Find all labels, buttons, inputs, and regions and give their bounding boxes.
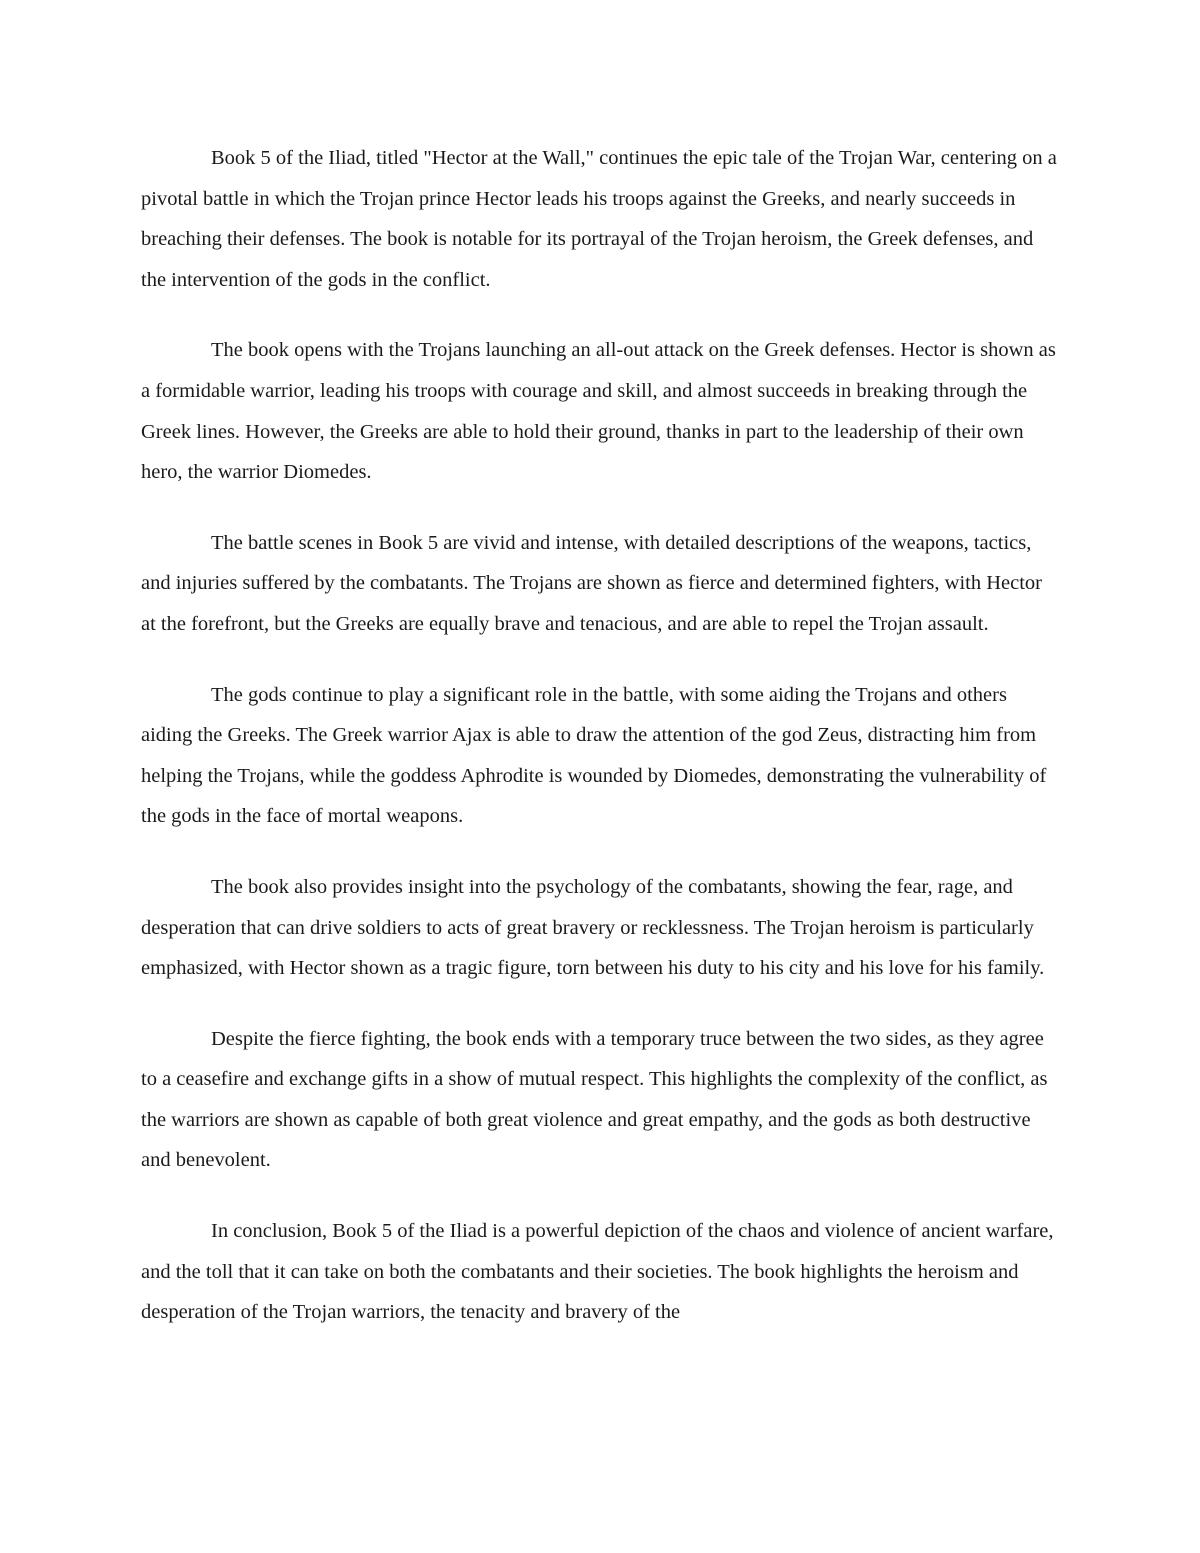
paragraph-1: Book 5 of the Iliad, titled "Hector at the Wall," continues the epic tale of the Trojan War, centering on a pivotal battle in which the Trojan prince Hector leads his troops against the Greeks, and nearly succeeds in breaching their defenses. The book is notable for its portrayal of the Trojan heroism, the Greek defenses, and the intervention of the gods in the conflict. bbox=[141, 147, 1057, 291]
paragraph-5: The book also provides insight into the psychology of the combatants, showing the fear, rage, and desperation that can drive soldiers to acts of great bravery or recklessness. The Trojan heroism is particularly emphasized, with Hector shown as a tragic figure, torn between his duty to his city and his love for his family. bbox=[141, 875, 1045, 980]
paragraph-6: Despite the fierce fighting, the book ends with a temporary truce between the two sides, as they agree to a ceasefire and exchange gifts in a show of mutual respect. This highlights the complexity of the conflict, as the warriors are shown as capable of both great violence and great empathy, and the gods as both destructive and benevolent. bbox=[141, 1027, 1048, 1172]
paragraph-7: In conclusion, Book 5 of the Iliad is a powerful depiction of the chaos and violence of ancient warfare, and the toll that it can take on both the combatants and their societies. The book highlights the heroism and desperation of the Trojan warriors, the tenacity and bravery of the bbox=[141, 1220, 1054, 1324]
paragraph-2: The book opens with the Trojans launching an all-out attack on the Greek defenses. Hector is shown as a formidable warrior, leading his troops with courage and skill, and almost succeeds in breaking through the Greek lines. However, the Greeks are able to hold their ground, thanks in part to the leadership of their own hero, the warrior Diomedes. bbox=[141, 339, 1056, 484]
paragraph-4: The gods continue to play a significant role in the battle, with some aiding the Trojans and others aiding the Greeks. The Greek warrior Ajax is able to draw the attention of the god Zeus, distracting him from helping the Trojans, while the goddess Aphrodite is wounded by Diomedes, demonstrating the vulnerability of the gods in the face of mortal weapons. bbox=[141, 683, 1047, 828]
document-body bbox=[141, 138, 1059, 1363]
paragraph-3: The battle scenes in Book 5 are vivid and intense, with detailed descriptions of the weapons, tactics, and injuries suffered by the combatants. The Trojans are shown as fierce and determined fighters, with Hector at the forefront, but the Greeks are equally brave and tenacious, and are able to repel the Trojan assault. bbox=[141, 531, 1042, 635]
